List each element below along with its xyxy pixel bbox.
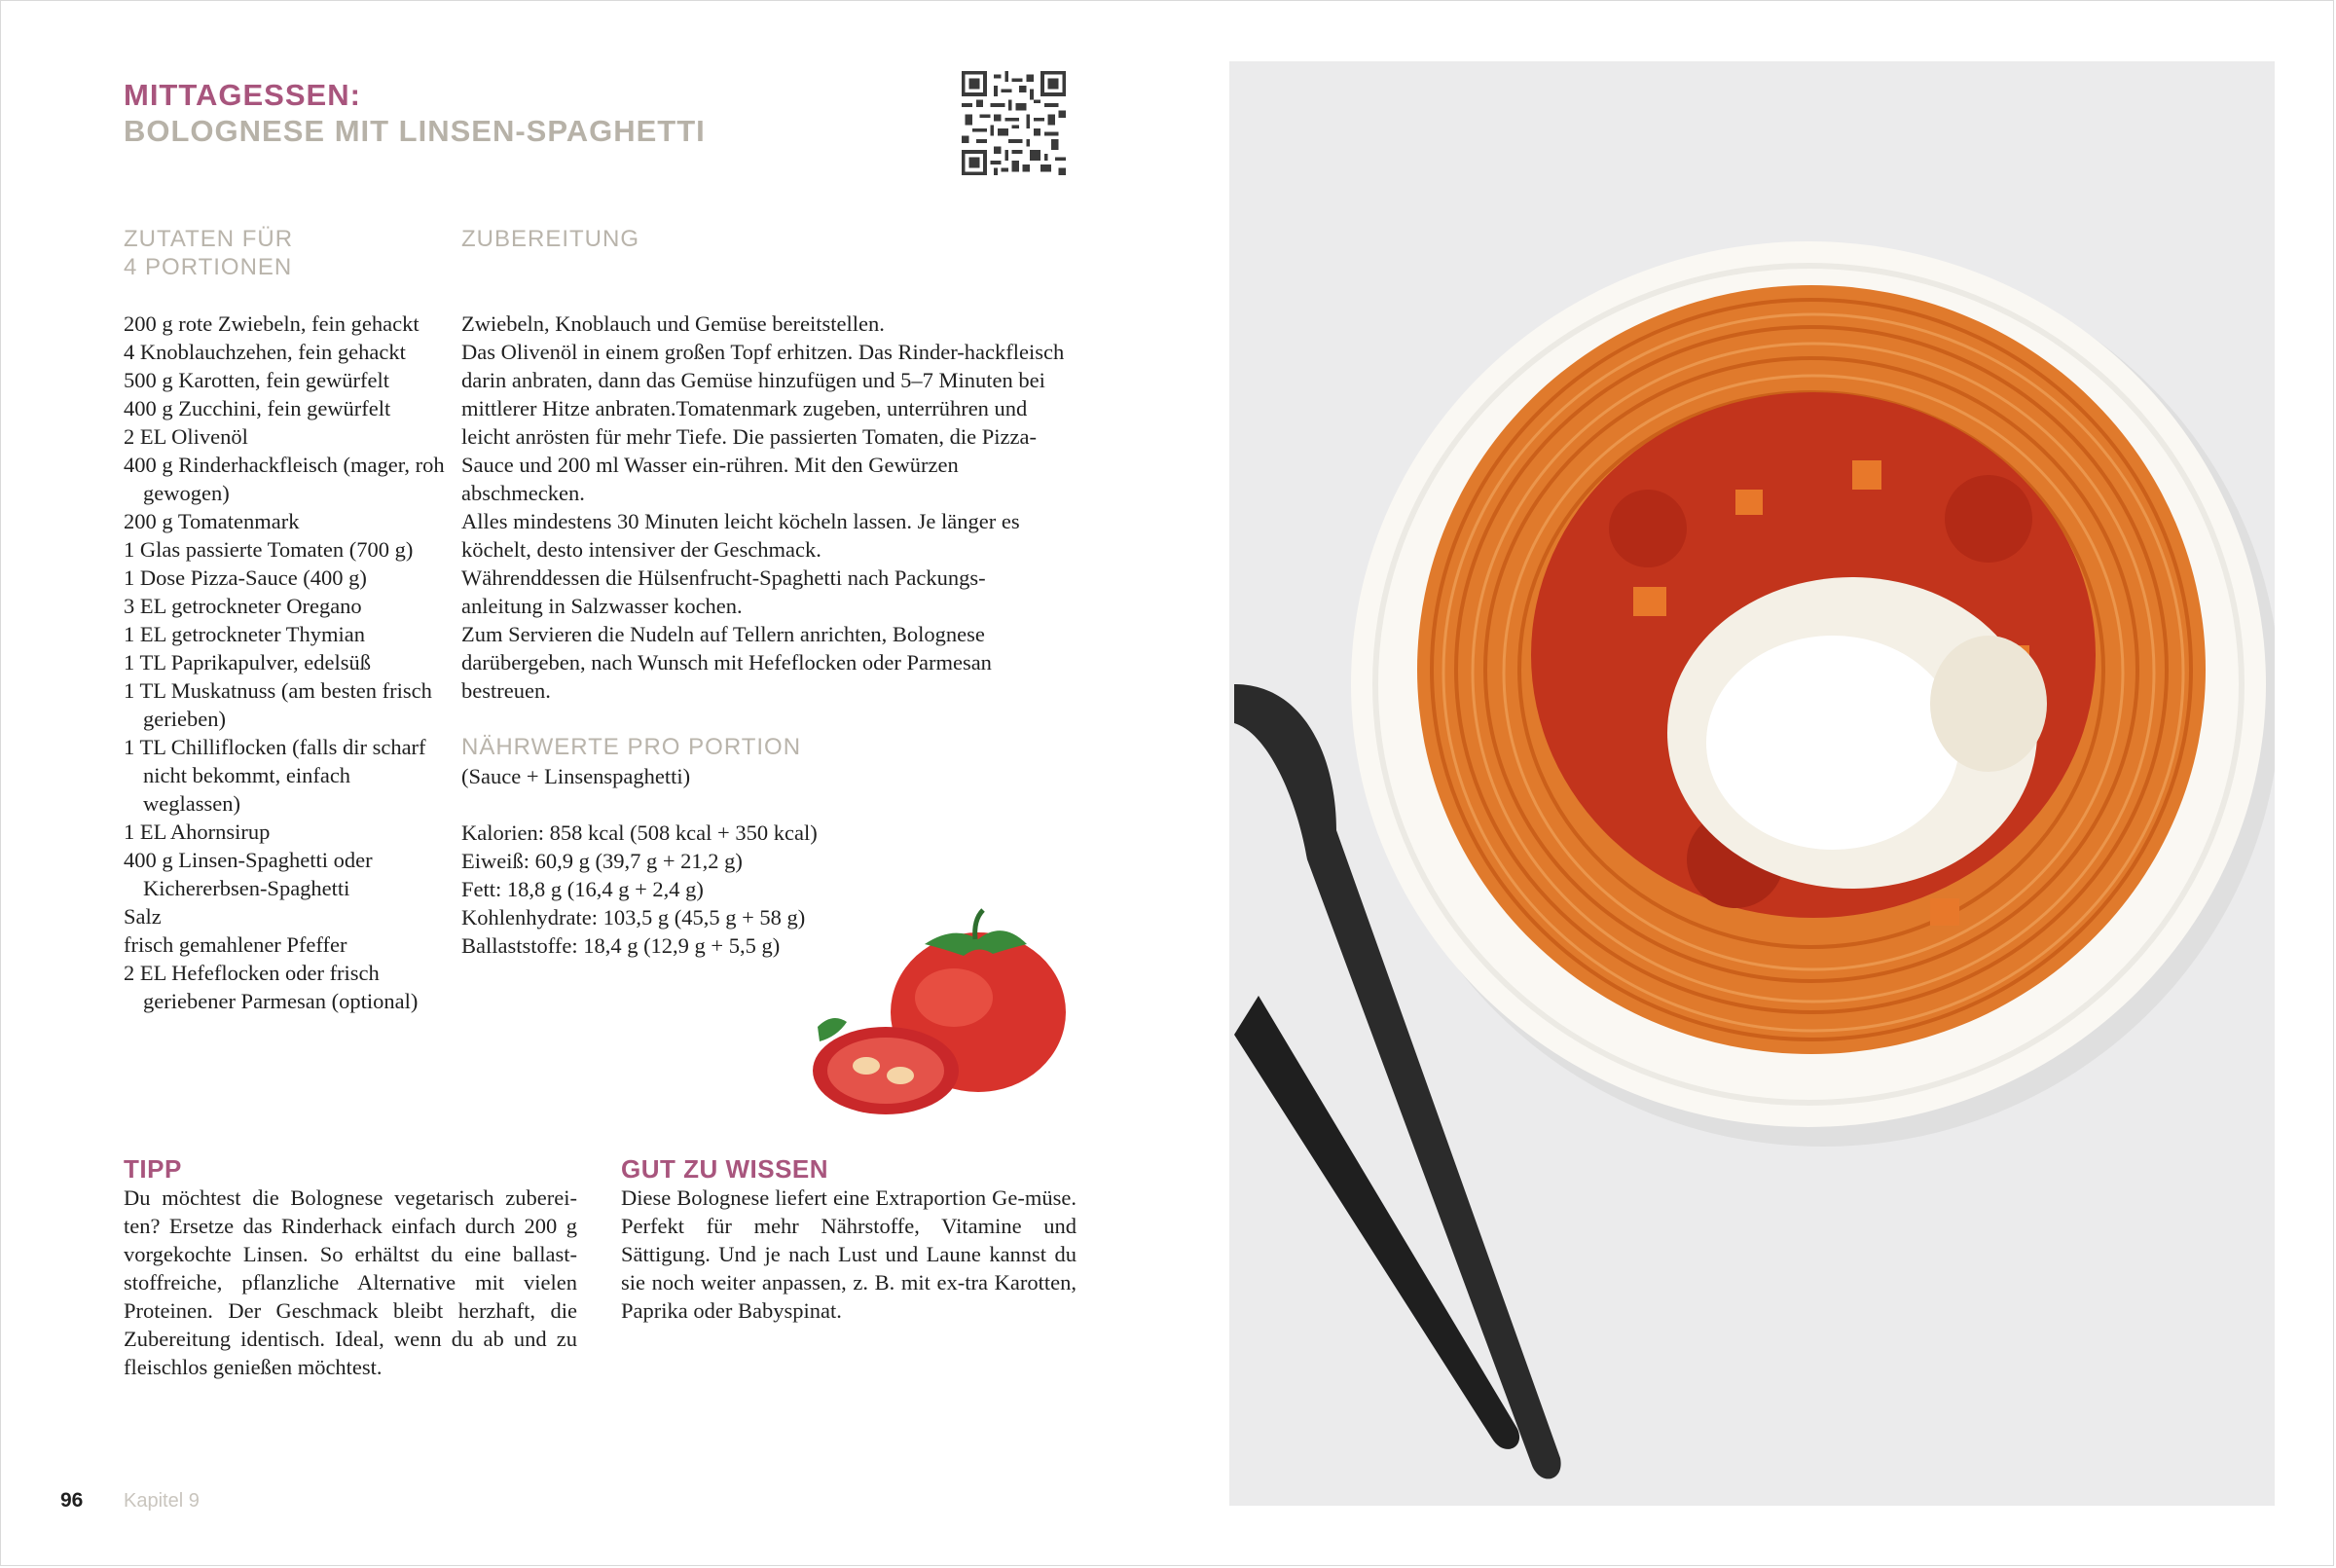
ingredients-heading-line2: 4 PORTIONEN	[124, 254, 293, 280]
nutrition-item: Ballaststoffe: 18,4 g (12,9 g + 5,5 g)	[461, 933, 781, 958]
recipe-title: BOLOGNESE MIT LINSEN-SPAGHETTI	[124, 114, 706, 148]
preparation-step: Währenddessen die Hülsenfrucht-Spaghetti nach Packungs-anleitung in Salzwasser kochen.	[461, 565, 986, 618]
ingredient-item: 400 g Zucchini, fein gewürfelt	[124, 396, 391, 420]
ingredient-item: 1 EL getrockneter Thymian	[124, 622, 366, 646]
chapter-label: Kapitel 9	[124, 1490, 200, 1512]
ingredient-item: 2 EL Hefeflocken oder frisch geriebener Parmesan (optional)	[124, 961, 419, 1013]
nutrition-subtitle: (Sauce + Linsenspaghetti)	[461, 764, 691, 788]
preparation-heading: ZUBEREITUNG	[461, 226, 640, 252]
ingredient-item: 3 EL getrockneter Oregano	[124, 594, 362, 618]
ingredient-item: 200 g Tomatenmark	[124, 509, 300, 533]
ingredients-list	[124, 310, 445, 1015]
ingredient-item: 400 g Rinderhackfleisch (mager, roh gewogen)	[124, 453, 445, 505]
preparation-step: Zwiebeln, Knoblauch und Gemüse bereitstellen.	[461, 311, 885, 336]
nutrition-item: Eiweiß: 60,9 g (39,7 g + 21,2 g)	[461, 849, 743, 873]
ingredient-item: frisch gemahlener Pfeffer	[124, 932, 347, 957]
nutrition-item: Fett: 18,8 g (16,4 g + 2,4 g)	[461, 877, 704, 901]
ingredient-item: 1 TL Chilliflocken (falls dir scharf nicht bekommt, einfach weglassen)	[124, 735, 426, 816]
good-to-know-heading: GUT ZU WISSEN	[621, 1154, 829, 1184]
ingredient-item: 200 g rote Zwiebeln, fein gehackt	[124, 311, 420, 336]
nutrition-heading: NÄHRWERTE PRO PORTION	[461, 734, 802, 760]
tip-text: Du möchtest die Bolognese vegetarisch zuberei-ten? Ersetze das Rinderhack einfach durch 200 g vorgekochte Linsen. So erhältst du eine ballast-stoffreiche, pflanzliche Alternative mit vielen Proteinen. Der Geschmack bleibt herzhaft, die Zubereitung identisch. Ideal, wenn du ab und zu fleischlos genießen möchtest.	[124, 1185, 577, 1379]
ingredients-heading-line1: ZUTATEN FÜR	[124, 226, 294, 252]
ingredient-item: 400 g Linsen-Spaghetti oder Kichererbsen-Spaghetti	[124, 848, 373, 900]
qr-code-icon[interactable]	[962, 71, 1066, 175]
recipe-category-title: MITTAGESSEN:	[124, 78, 361, 112]
ingredient-item: 1 TL Paprikapulver, edelsüß	[124, 650, 372, 675]
preparation-step: Zum Servieren die Nudeln auf Tellern anrichten, Bolognese darübergeben, nach Wunsch mit Hefeflocken oder Parmesan bestreuen.	[461, 622, 992, 703]
ingredient-item: 2 EL Olivenöl	[124, 424, 248, 449]
tip-heading: TIPP	[124, 1154, 182, 1184]
preparation-step: Das Olivenöl in einem großen Topf erhitzen. Das Rinder-hackfleisch darin anbraten, dann das Gemüse hinzufügen und 5–7 Minuten bei mittlerer Hitze anbraten.Tomatenmark zugeben, unterrühren und leicht anrösten für mehr Tiefe. Die passierten Tomaten, die Pizza-Sauce und 200 ml Wasser ein-rühren. Mit den Gewürzen abschmecken.	[461, 340, 1065, 505]
spaghetti-bolognese-photo	[1229, 61, 2275, 1506]
ingredient-item: 1 Dose Pizza-Sauce (400 g)	[124, 565, 367, 590]
ingredients-heading	[124, 225, 293, 281]
ingredient-item: 4 Knoblauchzehen, fein gehackt	[124, 340, 406, 364]
nutrition-item: Kalorien: 858 kcal (508 kcal + 350 kcal)	[461, 820, 818, 845]
ingredient-item: 500 g Karotten, fein gewürfelt	[124, 368, 390, 392]
ingredient-item: Salz	[124, 904, 162, 929]
tomato-illustration	[808, 905, 1071, 1124]
ingredient-item: 1 EL Ahornsirup	[124, 820, 271, 844]
ingredient-item: 1 Glas passierte Tomaten (700 g)	[124, 537, 414, 562]
page-number: 96	[60, 1489, 84, 1512]
good-to-know-text: Diese Bolognese liefert eine Extraportion Ge-müse. Perfekt für mehr Nährstoffe, Vitamine und Sättigung. Und je nach Lust und Laune kannst du sie noch weiter anpassen, z. B. mit ex-tra Karotten, Paprika oder Babyspinat.	[621, 1185, 1077, 1323]
ingredient-item: 1 TL Muskatnuss (am besten frisch gerieben)	[124, 678, 432, 731]
nutrition-item: Kohlenhydrate: 103,5 g (45,5 g + 58 g)	[461, 905, 806, 930]
preparation-step: Alles mindestens 30 Minuten leicht köcheln lassen. Je länger es köchelt, desto intensiver der Geschmack.	[461, 509, 1020, 562]
preparation-text	[461, 310, 1065, 705]
